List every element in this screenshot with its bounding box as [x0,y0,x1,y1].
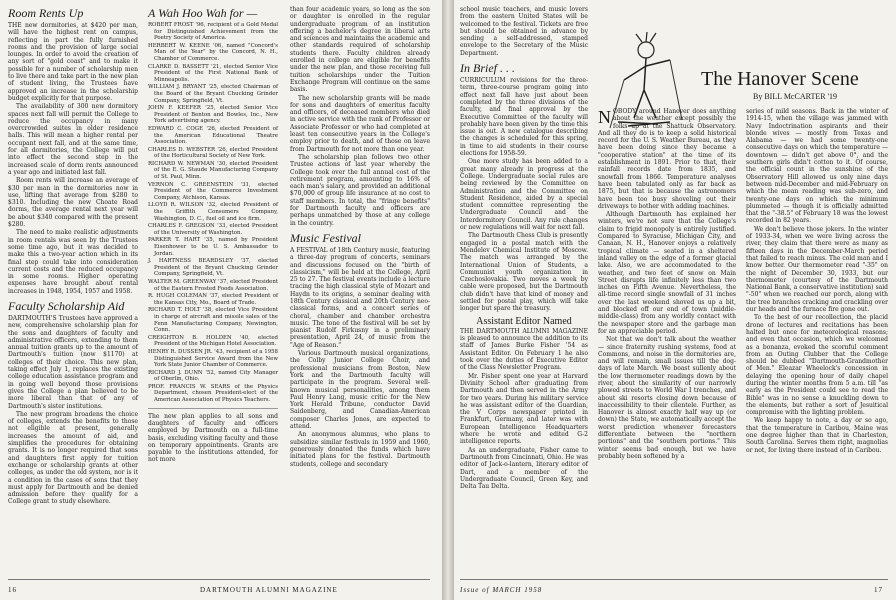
article-paragraph: The need to make realistic adjustments in room rentals was seen by the Trustees some time ago, but it was decided to make this a two-year action which in its final step could take into consideration current costs and the reduced occupancy in some rooms. Higher operating expenses have brought about rental increases in 1948, 1954, 1957 and 1958. [8,229,138,295]
page-gutter [442,0,454,600]
left-column-2 [148,6,278,465]
left-column-3 [290,6,430,469]
right-page [454,0,896,600]
wah-hoo-wah-entry: LLOYD R. WILSON '32, elected President of the Griffith Consumers Company, Washington, D. C., fuel oil and ice firm. [148,202,278,222]
article-paragraph: We keep happy to note, a day or so ago, that the temperature in Caribou, Maine was one degree higher than that in Charleston, South Carolina. Serves them right, magnolias or not, for living there instead of in Caribou. [746,417,888,454]
page-number: 17 [874,586,883,594]
wah-hoo-wah-entry: PROF. FRANCIS W. SEARS of the Physics Department, chosen President-elect of the American Association of Physics Teachers. [148,383,278,404]
in-brief-heading: In Brief . . . [460,61,515,76]
wah-hoo-wah-entry: CLARKE D. BASSETT '21, elected Senior Vice President of the First National Bank of Minneapolis. [148,63,278,83]
article-paragraph: One more study has been added to a great many already in progress at the College. Undergraduate social rules are being reviewed by the Committee on Administration and the Committee on Student Residence, aided by a special student committee representing the Undergraduate Council and the Interdormitory Council. Any rule changes or new regulations will wait for next fall. [460,158,588,232]
article-paragraph: Room rents will increase an average of $30 per man in the dormitories now in use, lifting that average from $280 to $310. Including the new Choate Road dorms, the average rental next year will be about $340 compared with the present $280. [8,177,138,229]
wah-hoo-wah-entry: CHARLES D. WEBSTER '26, elected President of the Horticultural Society of New York. [148,146,278,160]
article-paragraph: The availability of 300 new dormitory spaces next fall will permit the College to reduce the occupancy in many overcrowded suites in older residence halls. This will mean a higher rental per occupant next fall, and at the same time, for all dormitories, the College will put into effect the second step in the increased scale of dorm rents announced a year ago and initiated last fall. [8,103,138,176]
article-paragraph: The new scholarship grants will be made for sons and daughters of emeritus faculty and officers, of deceased members who died in active service with the rank of Professor or Associate Professor or who had completed at least ten consecutive years in the College's employ prior to death, and of those on leave from Dartmouth for not more than one year. [290,94,430,153]
hanover-scene-title: The Hanover Scene [701,68,859,90]
article-text: OBODY around Hanover does anything about the weather except possibly the folks up at the Shattuck Observatory. And all they do is to keep a solid historical record for the U. S. Weather Bureau, as they have been doing since they became a "cooperative station" at the time of its establishment in 1891. Prior to that, their rainfall records date from 1835, and snowfall from 1866. Temperature analyses have been tabulated only as far back as 1875, but that is because the astronomers have been too busy shoveling out their driveways to bother with adding machines. [598,108,736,210]
wah-hoo-wah-entry: R. HUGH COLEMAN '37, elected President of the Kansas City, Mo., Board of Trade. [148,293,278,306]
rooms-rent-up-heading: Room Rents Up [8,6,84,20]
footer-rule [460,579,888,580]
article-paragraph: series of mild seasons. Back in the winter of 1914-15, when the village was jammed with Navy Indoctrination aspirants and their blonde wives — mostly from Texas and Alabama — we had some twenty-one consecutive days on which the temperature — downtown — didn't get above 0°, and the southern girls didn't cotton to it. Of course, the official count in the sunshine of the Observatory Hill allowed us only nine days between mid-December and mid-February on which the mean reading was sub-zero, and twenty-one days on which the minimum plummeted — though it is officially admitted that the "-38.5" of February 18 was the lowest recorded in 82 years. [746,108,888,225]
wah-hoo-wah-entry: VERNON C. GREENSTEIN '31, elected President of the Commerce Investment Company, Atchison, Kansas. [148,181,278,201]
wah-hoo-wah-entry: CREIGHTON B. HOLDEN '40, elected President of the Michigan Hotel Association. [148,334,278,348]
assistant-editor-heading: Assistant Editor Named [476,315,572,327]
article-paragraph: The new program broadens the choice of colleges, extends the benefits to those not eligible at present, generally increases the amount of aid, and simplifies the procedures for obtaining grants. It is no longer required that sons and daughters first apply for tuition exchange or scholarship grants at other colleges, as under the old system, nor is it a condition in the cases of sons that they must apply for Dartmouth and be denied admission before they qualify for a College grant to study elsewhere. [8,410,138,506]
article-paragraph: THE new dormitories, at $420 per man, will have the highest rent on campus, reflecting in part the fully furnished rooms and the provision of large social lounges. In order to avoid the creation of any sort of "gold coast" and to make it possible for a number of scholarship men to live there and take part in the new plan of student living, the Trustees have approved an increase in the scholarship budget explicitly for that purpose. [8,22,138,102]
article-paragraph: We don't believe those jokers. In the winter of 1933-34, when we were living across the river, they claim that there were as many as fifteen days in the December-March period that failed to reach minus. The cold man and I know better. Our thermometer read "-35" on the night of December 30, 1933, but our thermometer (courtesy of the Dartmouth National Bank, a conservative institution) said "-50" when we reached our porch, along with the tree branches cracking and crackling over our heads and the furnace fire gone out. [746,225,888,314]
issue-footer: Issue of MARCH 1958 [460,586,543,594]
wah-hoo-wah-entry: HENRY R. DUSSEN JR. '43, recipient of a 1958 Distinguished Service Award from the New York State Junior Chamber of Commerce. [148,348,278,369]
wah-hoo-wah-entry: RICHARD W. NEWMAN '30, elected President of the E. G. Staude Manufacturing Company of St. Paul, Minn. [148,160,278,181]
divider [148,408,278,409]
article-paragraph: Although Dartmouth has explained her winters, we're not sure that the College's claim to frigid monopoly is entirely justified. Compared to Syracuse, Michigan City, and Canaan, N. H., Hanover enjoys a relatively tropical climate — seated in a sheltered inland valley on the edge of a former glacial lake. Also, we are accommodated to the weather, and two feet of snow on Main Street disrupts life infinitely less than two inches on Fifth Avenue. Nevertheless, the all-time record single snowfall of 31 inches over the last weekend shoved us up a bit, and blocked off our end of town (middle-middle-class) from any worldly contact with the newspaper store and the garbage man for an appreciable period. [598,211,736,335]
wah-hoo-wah-heading: A Wah Hoo Wah for — [148,6,258,20]
drop-cap: N [598,107,611,127]
wah-hoo-wah-entry: WILLIAM J. BRYANT '25, elected Chairman of the Board of the Bryant Chucking Grinder Company, Springfield, Vt. [148,84,278,104]
footer-rule [8,579,430,580]
article-paragraph: As an undergraduate, Fisher came to Dartmouth from Cincinnati, Ohio. He was editor of Jack-o-lantern, literary editor of Dart, and a member of the Undergraduate Council, Green Key, and Delta Tau Delta. [460,446,588,491]
article-paragraph: A FESTIVAL of 18th Century music, featuring a three-day program of concerts, seminars and discussions focused on the "birth of classicism," will be held at the College, April 25 to 27. The festival events include a lecture tracing the high classical style of Mozart and Haydn to its origins, a seminar dealing with 18th Century classical and 20th Century neo-classical forms, and a concert series of choral, chamber and chamber orchestra music. The tone of the festival will be set by pianist Rudolf Firkusny in a preliminary presentation, April 24, of music from the "Age of Reason." [290,246,430,349]
wah-hoo-wah-entry: RICHARD J. DUNN '52, named City Manager of Oberlin, Ohio. [148,369,278,383]
article-paragraph: Various Dartmouth musical organizations, the Colby Junior College Choir, and professional musicians from Boston, New York and the Dartmouth faculty will participate in the program. Several well-known musical personalities, among them Paul Henry Lang, music critic for the New York Herald Tribune, conductor David Saidenberg, and Canadian-American composer Charles Jones, are expected to attend. [290,350,430,431]
article-paragraph: To the best of our recollection, the placid drone of lectures and recitations has been halted but once for meteorological reasons; and even that occasion, which we welcomed as a bonanza, evoked the scornful comment from an Outing Clubber that the College should be dubbed "Dartmouth-Grandmother of Men." Eleazar Wheelock's concession in delaying the opening hour of daily chapel during the winter months from 5 a.m. till "as early as the President could see to read the Bible" was in no sense a knuckling down to the elements, but rather a sort of Jesuitical compromise with the lighting problem. [746,314,888,417]
left-page [0,0,442,600]
wah-hoo-wah-entry: WALTER M. GREENWAY '37, elected President of the Eastern Frosted Foods Association. [148,278,278,292]
article-paragraph: The Dartmouth Chess Club is presently engaged in a postal match with the Mendelev Chemical Institute of Moscow. The match was arranged by the International Union of Students, a Communist youth organization in Czechoslovakia. Two moves a week by cable were proposed, but the Dartmouth club didn't have that kind of money and settled for postal play, which will take longer but spare the treasury. [460,232,588,313]
article-paragraph: DARTMOUTH'S Trustees have approved a new, comprehensive scholarship plan for the sons and daughters of faculty and administrative officers, extending to them annual tuition grants up to the amount of Dartmouth's tuition (now $1170) at colleges of their choice. This new plan, taking effect July 1, replaces the existing college education assistance program and in going well beyond those provisions gives the College a plan believed to be more liberal than that of any of Dartmouth's sister institutions. [8,314,138,410]
wah-hoo-wah-list [148,22,278,404]
right-column-1 [460,6,588,491]
article-paragraph: school music teachers, and music lovers from the eastern United States will be welcomed to the festival. Tickets are free but should be obtained in advance by sending a self-addressed, stamped envelope to the Secretary of the Music Department. [460,6,588,57]
faculty-scholarship-heading: Faculty Scholarship Aid [8,298,125,313]
article-paragraph: than four academic years, so long as the son or daughter is enrolled in the regular undergraduate program of an institution offering a bachelor's degree in liberal arts and sciences and maintains the academic and other standards required of scholarship students there. Faculty children already enrolled in college are eligible for benefits under the new plan, and those receiving full tuition scholarships under the Tuition Exchange Program will continue on the same basis. [290,6,430,94]
byline: By BILL McCARTER '19 [753,92,837,101]
article-paragraph: An anonymous alumnus, who plans to subsidize similar festivals in 1959 and 1960, generously donated the funds which have initiated plans for the festival. Dartmouth students, college and secondary [290,431,430,468]
wah-hoo-wah-entry: HERBERT W. KEENE '06, named "Concord's Man of the Year" by the Concord, N. H., Chamber of Commerce. [148,42,278,62]
left-column-1 [8,6,138,507]
music-festival-heading: Music Festival [290,230,361,245]
wah-hoo-wah-entry: EDWARD C. COGE '26, elected President of the American Educational Theatre Association. [148,125,278,146]
wah-hoo-wah-entry: RICHARD T. HOLT '38, elected Vice President in charge of aircraft and missile sales of the Fenn Manufacturing Company, Newington, Conn. [148,307,278,334]
article-paragraph: Not that we don't talk about the weather — since fraternity rushing systems, food at Commons, and noise in the dormitories are, and will remain, small issues till the dog-days of late March. We boast sullenly about the low thermometer readings down by the river, about the similarity of our narrowly plowed streets to World War I trenches, and about ski resorts closing down because of inaccessibility to their clientele. Further, as Hanover is almost exactly half way up (or down) the State, we automatically accept the worst prediction whenever forecasters differentiate between the "northern portions" and the "southern portions." This winter seems bad enough, but we have probably been softened by a [598,336,736,460]
article-paragraph: THE DARTMOUTH ALUMNI MAGAZINE is pleased to announce the addition to its staff of James Burke Fisher '54 as Assistant Editor. On February 1 he also took over the duties of Executive Editor of the Class Newsletter Program. [460,327,588,372]
article-paragraph: Mr. Fisher spent one year at Harvard Divinity School after graduating from Dartmouth and then served in the Army for two years. During his military service he was assistant editor of the Guardian, the V Corps newspaper printed in Frankfurt, Germany, and later was with European Intelligence Headquarters where he wrote and edited G-2 intelligence reports. [460,372,588,446]
article-paragraph: CURRICULUM revisions for the three-term, three-course program going into effect next fall have just about been completed by the three divisions of the faculty, and final approval by the Executive Committee of the faculty will probably have been given by the time this issue is out. A new catalogue describing the changes is scheduled for this spring, in time to aid students in their course elections for 1958-59. [460,77,588,158]
right-column-3 [746,108,888,455]
wah-hoo-wah-entry: J. HARTNESS BEARDSLEY '37, elected President of the Bryant Chucking Grinder Company, Springfield, Vt. [148,258,278,278]
right-column-2 [598,108,736,461]
wah-hoo-wah-entry: JOHN F. KEEFER '25, elected Senior Vice President of Benton and Bowles, Inc., New York advertising agency. [148,105,278,125]
article-paragraph: The new plan applies to all sons and daughters of faculty and officers employed by Dartmouth on a full-time basis, excluding visiting faculty and those on temporary appointments. Grants are payable to the institutions attended, for not more [148,412,278,464]
magazine-footer: DARTMOUTH ALUMNI MAGAZINE [200,586,338,594]
wah-hoo-wah-entry: PARKER T. HART '35, named by President Eisenhower to be U. S. Ambassador to Jordan. [148,237,278,257]
wah-hoo-wah-entry: ROBERT FROST '96, recipient of a Gold Medal for Distinguished Achievement from the Poetry Society of America. [148,22,278,42]
article-paragraph: The scholarship plan follows two other Trustee actions of last year whereby the College took over the full annual cost of the retirement program, amounting to 16% of each man's salary, and provided an additional $70,000 of group life insurance at no cost to staff members. In total, the "fringe benefits" for Dartmouth faculty and officers are perhaps unmatched by those at any college in the country. [290,153,430,227]
page-number: 16 [8,586,17,594]
wah-hoo-wah-entry: CHARLES F. GREGSON '33, elected President of the University of Washington. [148,223,278,236]
article-paragraph [598,108,736,210]
